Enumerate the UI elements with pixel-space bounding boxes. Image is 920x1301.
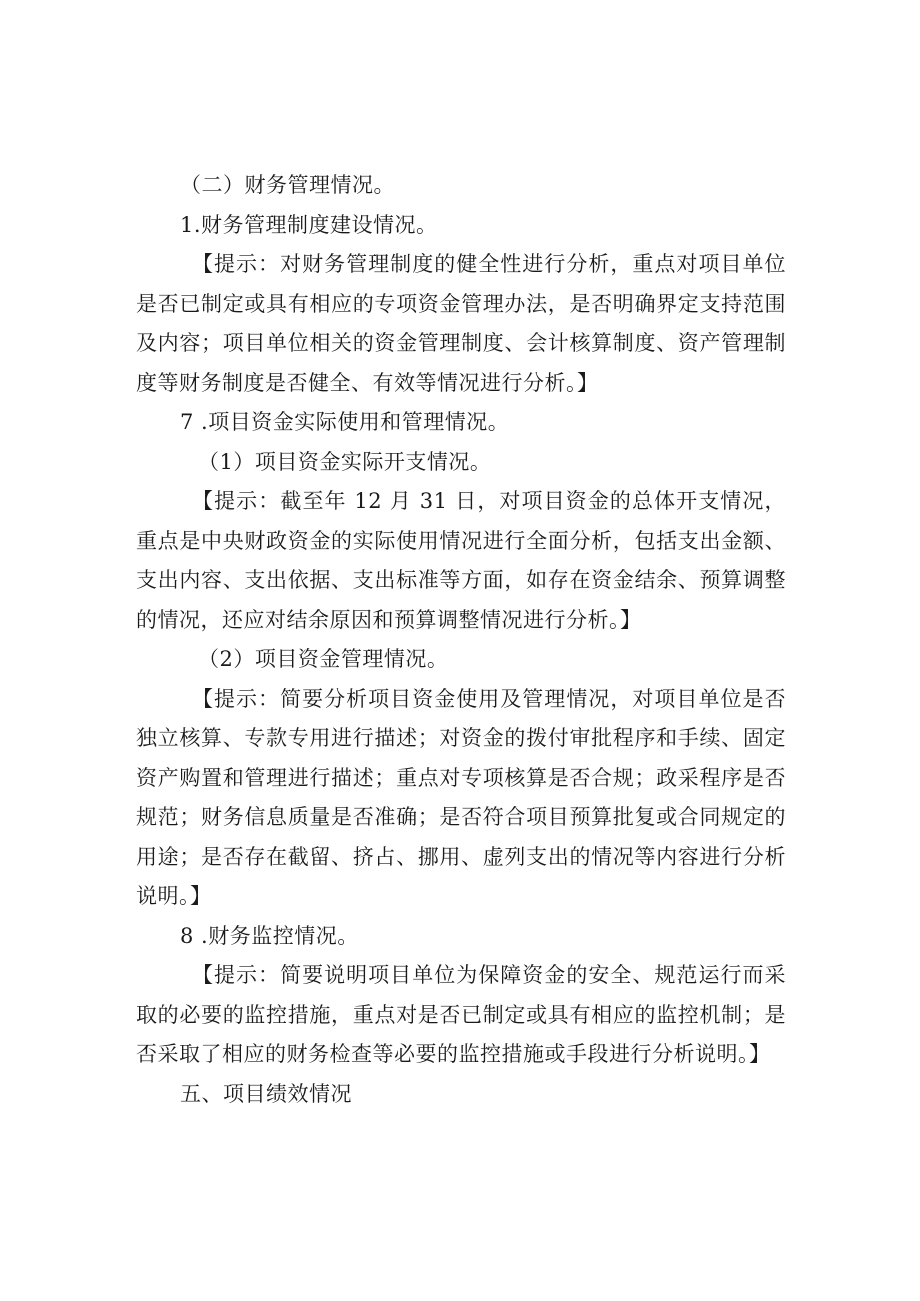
hint-paragraph-financial-system: 【提示：对财务管理制度的健全性进行分析，重点对项目单位是否已制定或具有相应的专项资金管理办法，是否明确界定支持范围及内容；项目单位相关的资金管理制度、会计核算制度、资产管理制度等财务制度是否健全、有效等情况进行分析。】 [136,252,786,395]
subheading-financial-monitoring: 8 .财务监控情况。 [180,923,359,948]
section-heading-project-performance: 五、项目绩效情况 [180,1081,352,1106]
subheading-fund-usage: 7 .项目资金实际使用和管理情况。 [180,410,510,434]
section-heading-financial-management: （二）财务管理情况。 [180,173,395,197]
hint-paragraph-financial-monitoring: 【提示：简要说明项目单位为保障资金的安全、规范运行而采取的必要的监控措施，重点对是否已制定或具有相应的监控机制；是否采取了相应的财务检查等必要的监控措施或手段进行分析说明。】 [136,963,786,1066]
hint-paragraph-actual-expenditure: 【提示：截至年 12 月 31 日，对项目资金的总体开支情况，重点是中央财政资金的实际使用情况进行全面分析，包括支出金额、支出内容、支出依据、支出标准等方面，如存在资金结余、预算调整的情况，还应对结余原因和预算调整情况进行分析。】 [136,489,786,632]
subheading-actual-expenditure: （1）项目资金实际开支情况。 [198,449,492,474]
subheading-fund-management: （2）项目资金管理情况。 [198,647,449,671]
document-body [136,166,786,1114]
subheading-financial-system: 1.财务管理制度建设情况。 [180,212,438,237]
hint-paragraph-fund-management: 【提示：简要分析项目资金使用及管理情况，对项目单位是否独立核算、专款专用进行描述；对资金的拨付审批程序和手续、固定资产购置和管理进行描述；重点对专项核算是否合规；政采程序是否规范；财务信息质量是否准确；是否符合项目预算批复或合同规定的用途；是否存在截留、挤占、挪用、虚列支出的情况等内容进行分析说明。】 [136,686,786,908]
